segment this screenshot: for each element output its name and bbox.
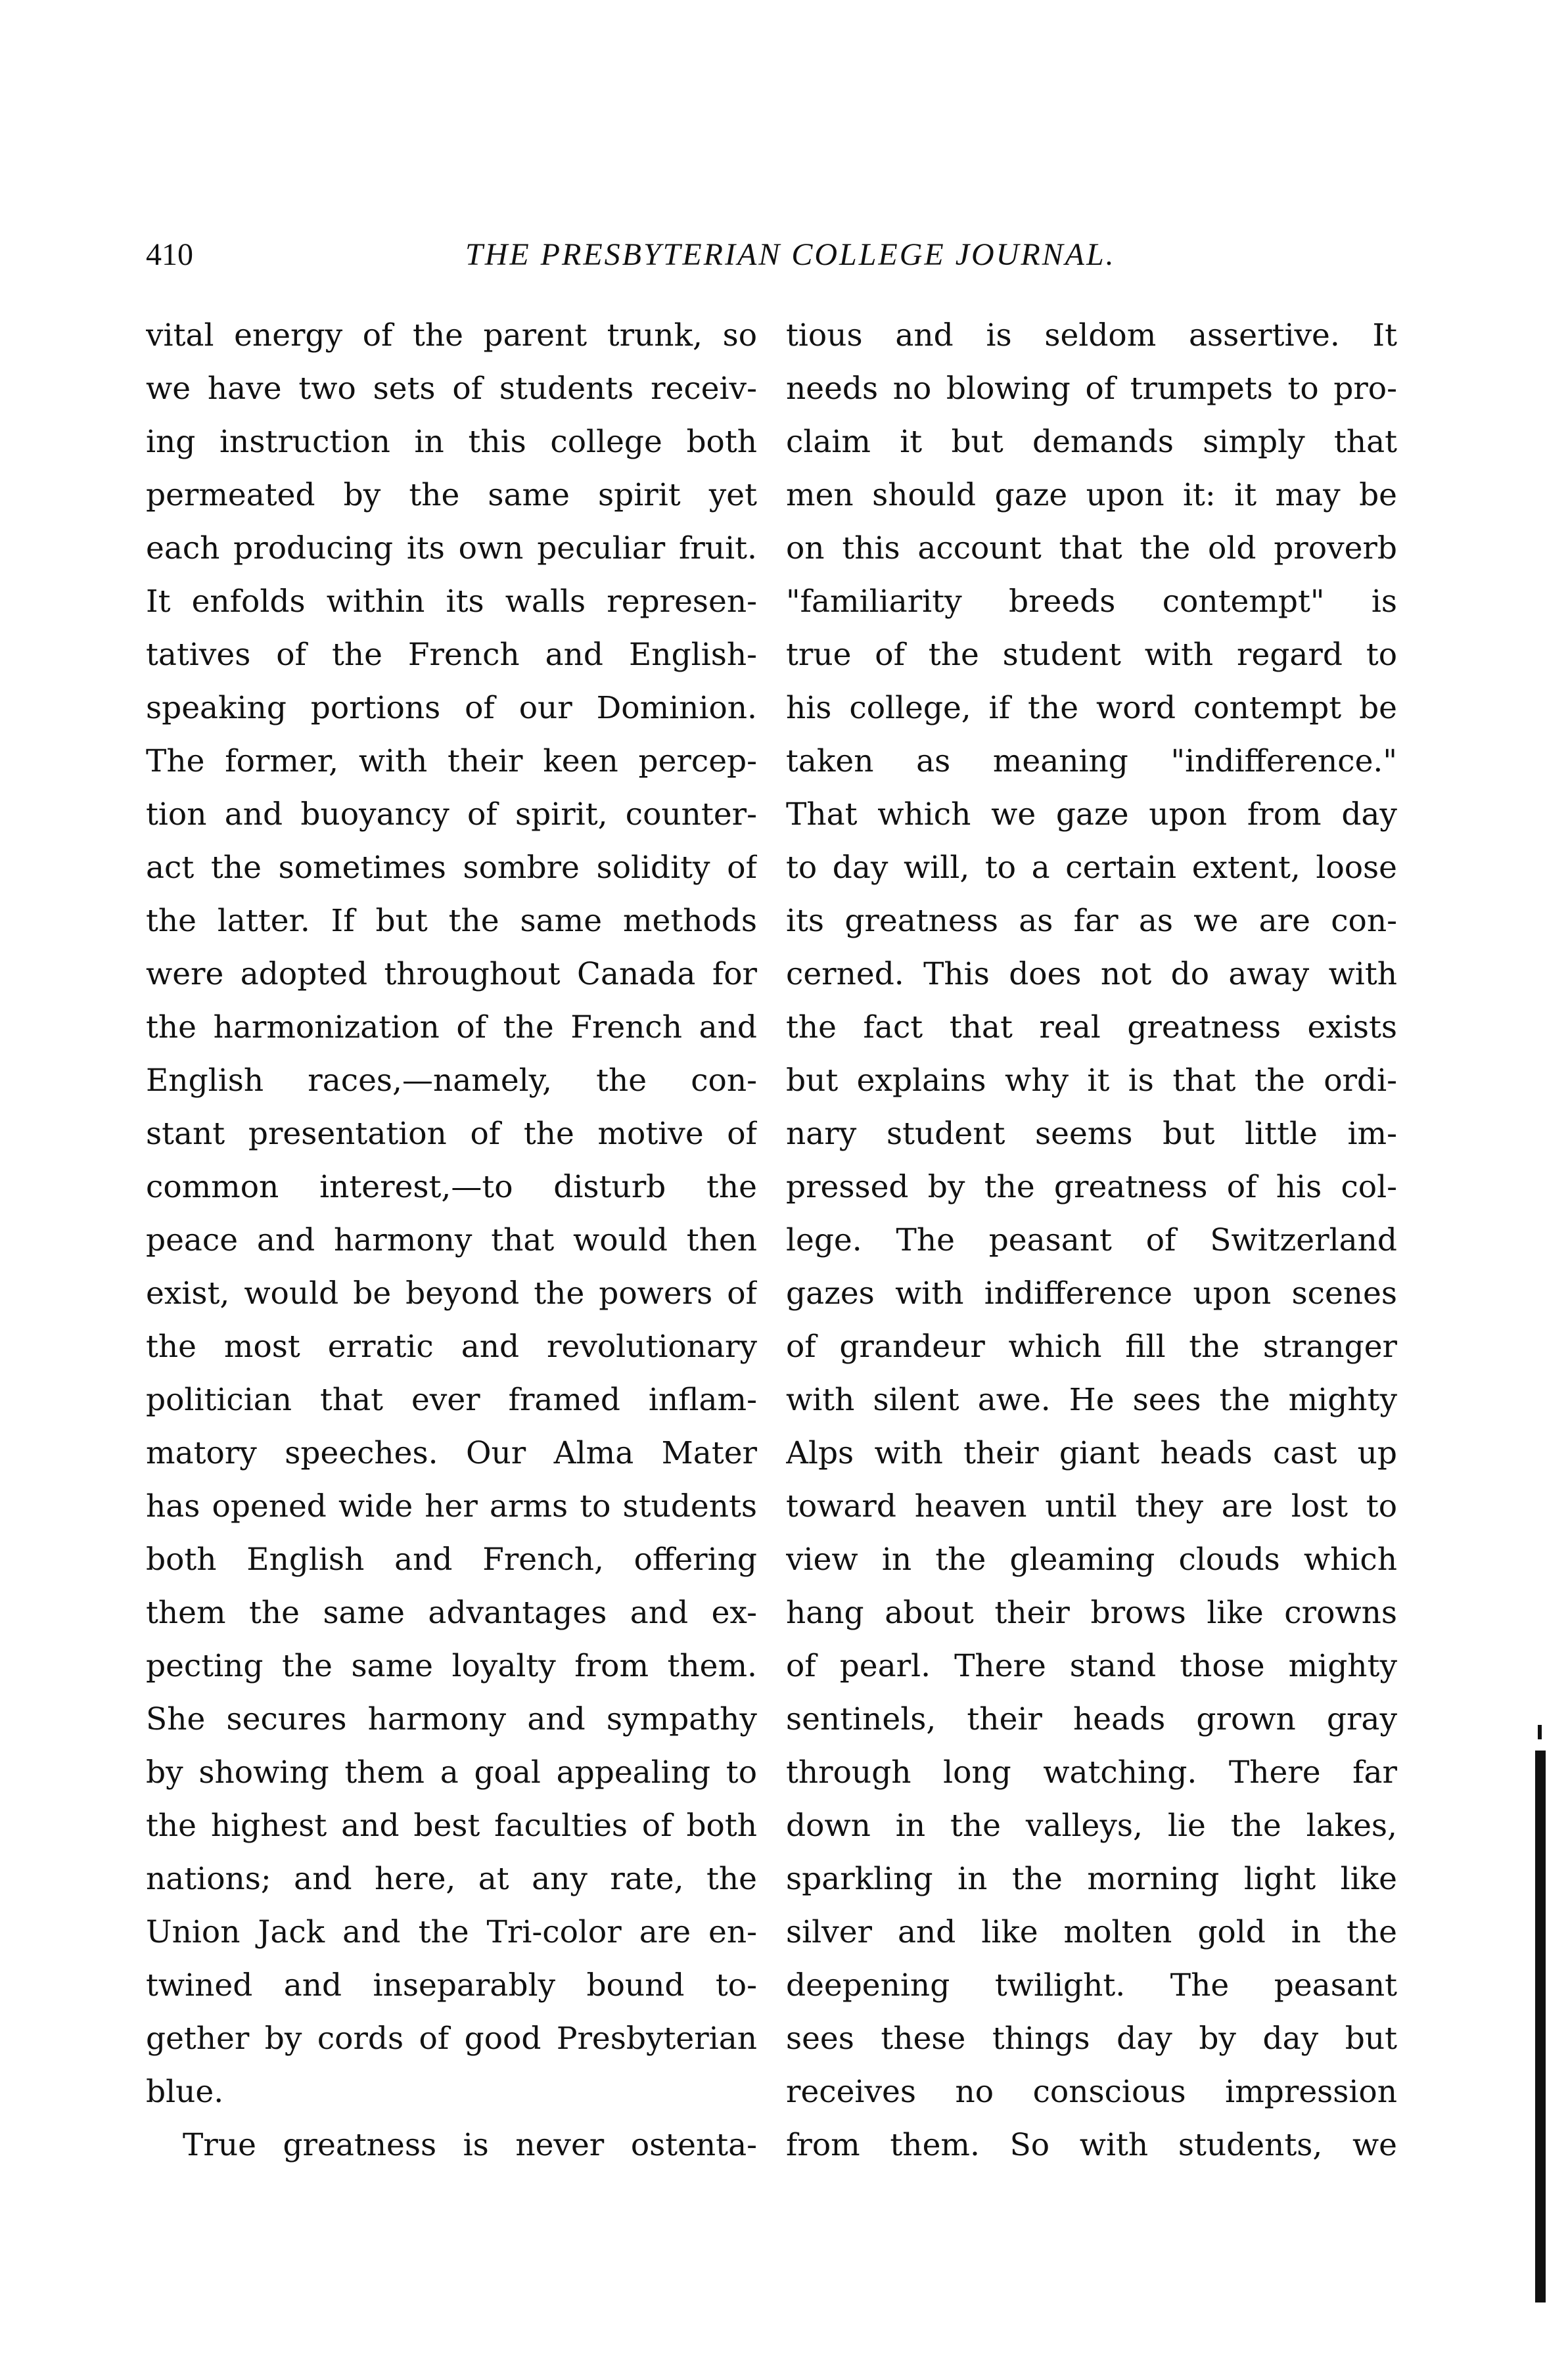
text-line: sentinels, their heads grown gray [786, 1701, 1397, 1737]
text-line: peace and harmony that would then [146, 1222, 757, 1258]
text-line: the harmonization of the French and [146, 1009, 757, 1045]
text-line: its greatness as far as we are con- [786, 903, 1397, 939]
text-line: from them. So with students, we [786, 2127, 1397, 2163]
text-line: them the same advantages and ex- [146, 1595, 757, 1631]
text-line: claim it but demands simply that [786, 424, 1397, 460]
text-line: politician that ever framed inflam- [146, 1382, 757, 1418]
text-line: matory speeches. Our Alma Mater [146, 1435, 757, 1471]
text-line: vital energy of the parent trunk, so [146, 317, 757, 354]
text-line: tion and buoyancy of spirit, counter- [146, 796, 757, 833]
text-line: stant presentation of the motive of [146, 1116, 757, 1152]
text-line: men should gaze upon it: it may be [786, 477, 1397, 513]
text-line: down in the valleys, lie the lakes, [786, 1808, 1397, 1844]
text-line: by showing them a goal appealing to [146, 1754, 757, 1791]
text-line: sparkling in the morning light like [786, 1861, 1397, 1897]
text-line: twined and inseparably bound to- [146, 1967, 757, 2004]
text-line: pressed by the greatness of his col- [786, 1169, 1397, 1205]
text-line: receives no conscious impression [786, 2074, 1397, 2110]
text-line: both English and French, offering [146, 1542, 757, 1578]
text-line: hang about their brows like crowns [786, 1595, 1397, 1631]
text-line: tatives of the French and English- [146, 637, 757, 673]
text-line: exist, would be beyond the powers of [146, 1275, 757, 1312]
text-line: taken as meaning "indifference." [786, 743, 1397, 779]
text-line: the fact that real greatness exists [786, 1009, 1397, 1045]
running-title: THE PRESBYTERIAN COLLEGE JOURNAL. [465, 237, 1116, 272]
text-line: pecting the same loyalty from them. [146, 1648, 757, 1684]
left-column [146, 309, 757, 2172]
text-line: each producing its own peculiar fruit. [146, 530, 757, 566]
text-line: English races,—namely, the con- [146, 1063, 757, 1099]
text-line: true of the student with regard to [786, 637, 1397, 673]
text-line: through long watching. There far [786, 1754, 1397, 1791]
text-line: common interest,—to disturb the [146, 1169, 757, 1205]
text-line: on this account that the old proverb [786, 530, 1397, 566]
text-line: permeated by the same spirit yet [146, 477, 757, 513]
text-line: sees these things day by day but [786, 2021, 1397, 2057]
page-header [146, 234, 1381, 280]
text-line: the latter. If but the same methods [146, 903, 757, 939]
text-line: Union Jack and the Tri-color are en- [146, 1914, 757, 1950]
text-line: view in the gleaming clouds which [786, 1542, 1397, 1578]
text-line: lege. The peasant of Switzerland [786, 1222, 1397, 1258]
text-line: Alps with their giant heads cast up [786, 1435, 1397, 1471]
text-line: "familiarity breeds contempt" is [786, 584, 1397, 620]
scan-margin-rule [1535, 1751, 1546, 2302]
text-line: ing instruction in this college both [146, 424, 757, 460]
text-line: nations; and here, at any rate, the [146, 1861, 757, 1897]
text-line: but explains why it is that the ordi- [786, 1063, 1397, 1099]
text-line: we have two sets of students receiv- [146, 371, 757, 407]
text-line: cerned. This does not do away with [786, 956, 1397, 992]
text-line: nary student seems but little im- [786, 1116, 1397, 1152]
text-line: with silent awe. He sees the mighty [786, 1382, 1397, 1418]
text-line: act the sometimes sombre solidity of [146, 850, 757, 886]
text-line: toward heaven until they are lost to [786, 1488, 1397, 1524]
paragraph-start-line: True greatness is never ostenta- [183, 2127, 757, 2163]
text-line: the most erratic and revolutionary [146, 1329, 757, 1365]
text-line: speaking portions of our Dominion. [146, 690, 757, 726]
text-line: the highest and best faculties of both [146, 1808, 757, 1844]
page-number: 410 [146, 237, 193, 272]
text-line: It enfolds within its walls represen- [146, 584, 757, 620]
text-line: of grandeur which fill the stranger [786, 1329, 1397, 1365]
text-line: The former, with their keen percep- [146, 743, 757, 779]
text-line: deepening twilight. The peasant [786, 1967, 1397, 2004]
text-line: were adopted throughout Canada for [146, 956, 757, 992]
right-column [786, 309, 1397, 2172]
text-line: That which we gaze upon from day [786, 796, 1397, 833]
paragraph-end-line: blue. [146, 2074, 224, 2110]
text-line: silver and like molten gold in the [786, 1914, 1397, 1950]
text-line: tious and is seldom assertive. It [786, 317, 1397, 354]
text-line: to day will, to a certain extent, loose [786, 850, 1397, 886]
text-line: his college, if the word contempt be [786, 690, 1397, 726]
scan-margin-tick [1538, 1725, 1542, 1739]
text-line: has opened wide her arms to students [146, 1488, 757, 1524]
text-line: needs no blowing of trumpets to pro- [786, 371, 1397, 407]
text-line: gether by cords of good Presbyterian [146, 2021, 757, 2057]
text-line: of pearl. There stand those mighty [786, 1648, 1397, 1684]
text-line: gazes with indifference upon scenes [786, 1275, 1397, 1312]
text-line: She secures harmony and sympathy [146, 1701, 757, 1737]
